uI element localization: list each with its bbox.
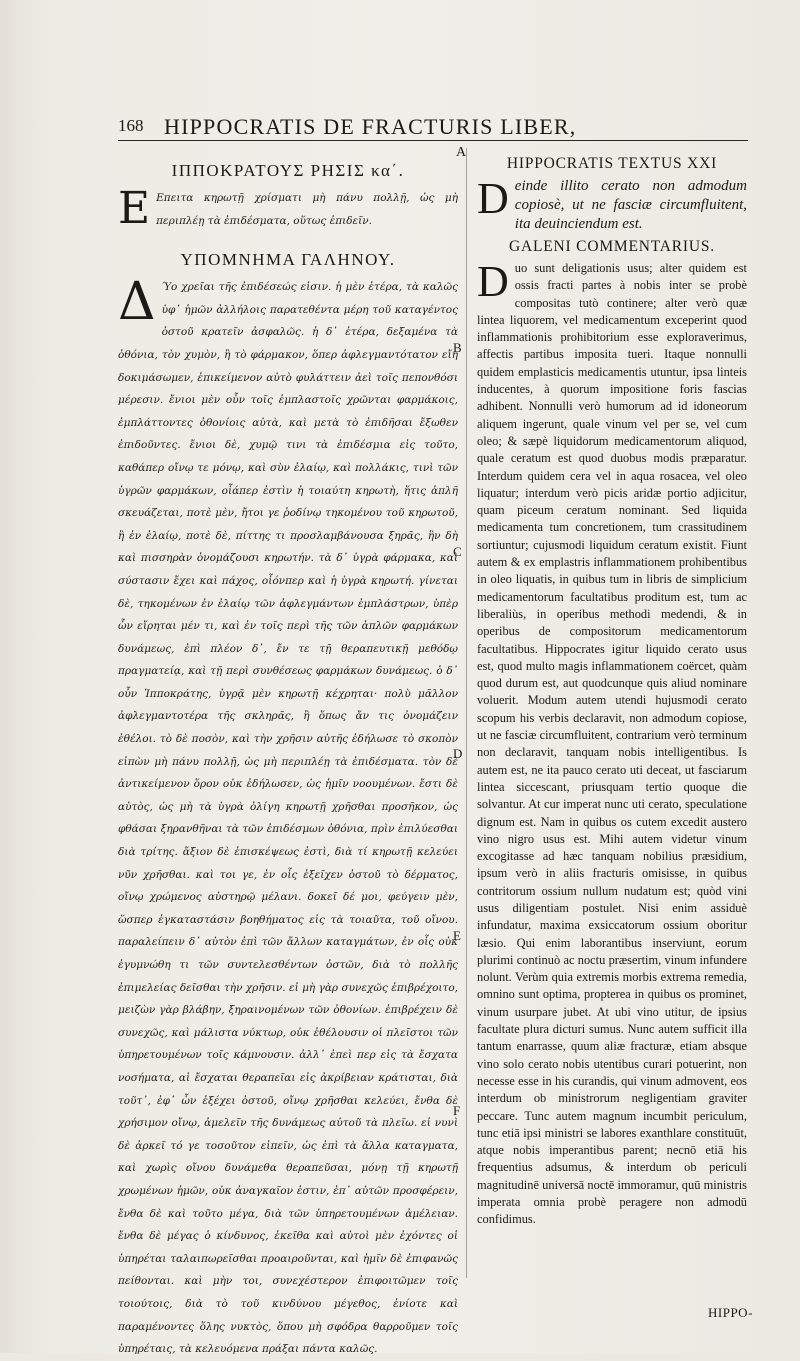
latin-text-heading: HIPPOCRATIS TEXTUS XXI (506, 155, 718, 172)
greek-column (118, 155, 461, 1356)
header-rule (118, 140, 748, 141)
margin-letter-b: B (453, 340, 462, 355)
latin-commentary-body: uo sunt deligationis usus; alter quidem est ossis fracti partes à nobis inter se probè compositas tutò continere; alter verò quæ lintea liquorem, vel medicamentum exceperint quod inflammationis prohibitorium esse exploraverimus, affectis partibus imposita tueri. Itaque nonnulli quidem emplasticis medicamentis utuntur, ipsa linteis inducentes, à quorum impositione foris fascias adhibent. Nonnulli verò humorum ad id idoneorum aliquem ingerunt, quale vinum vel per se, vel cum oleo; & sæpè liquidorum medicamentorum aliquod, quale ceratum est quod duobus modis præparatur. Interdum quidem cera vel in aqua rosacea, vel oleo liquatur; interdum verò picis aridæ portio adjicitur, quam piceum ceratum nominant. Sed liquida medicamenta tum concretionem, tum crassitudinem sortiuntur; cujusmodi liquidum ceratum existit. Fiunt autem & ex emplastris inflammationem prohibentibus in oleo liquatis, in quibus tum in libris de simplicium medicamentorum facultatibus proditum est, tum ac liberaliùs, in operibus methodi medendi, & in operibus de compositorum medicamentorum facultatibus. Hippocrates igitur liquido cerato usus est, quod multo magis inflammationem coërcet, quàm quod durum est, aut quodcunque quis aliud nominare voluerit. Modum autem utendi hujusmodi cerato scopum his verbis declaravit, non admodum copiose, ut ne fasciæ circumfluitent, contrarium verò terminum non declaravit, tanquam nobis intelligentibus. Is autem est, ne ita pauco cerato uti deceat, ut fasciarum lintea siccescant, priusquam tertio quoque die solvantur. At cur imperat nunc uti cerato, speculatione dignum est. Nam in quibus os cutem excedit austero vino nigro usus est. Mihi autem videtur vinum excogitasse ad hæc tanquam nobilius præsidium, ipsum verò in aliis fracturis omisisse, in quibus contritorum ossium nullum nudatum est; quòd vini usus diligentiam postulet. Nisi enim assiduè infundatur, maxima exsiccatorum ossium oboritur læsio. Qui enim laborantibus inserviunt, eorum plurimi continuò ac noctu præsertim, vinum infundere nolunt. Verùm quia extremis morbis extrema remedia, omnino sunt optima, propterea in quibus os prominet, vinum usurpare jubet. At ubi vino utitur, de ipsius facultate plura dicturi sumus. Nunc autem sufficit illa tantum enarrasse, quum aliæ fracturæ, etiam absque vino solo cerato nobis utentibus curari potuerint, non necesse esse in his curandis, qui vinum admovent, eos interdum ob ministrorum negligentiam graviter peccare. Tunc autem magnum incumbit periculum, tunc etiā ipsi ministri se labores exanthlare constituūt, atque nobis imperantibus parent; necnō etiā his frequentius adsumus, & interdum ob periculi magnitudinē universā noctē immoramur, quū ministris imperata omnia probè peragere non admodū confidimus. (477, 261, 747, 1227)
running-head (118, 114, 740, 138)
margin-letter-c: C (453, 544, 462, 559)
greek-commentary-heading: ΥΠΟΜΝΗΜΑ ΓΑΛΗΝΟΥ. (180, 250, 396, 270)
latin-column (477, 155, 747, 1320)
running-title: HIPPOCRATIS DE FRACTURIS LIBER, (164, 114, 577, 139)
dropcap: E (118, 183, 151, 234)
dropcap: D (477, 174, 509, 223)
margin-letter-f: F (453, 1103, 461, 1118)
greek-text-heading: ΙΠΠΟΚΡΑΤΟΥΣ ΡΗΣΙΣ κα΄. (171, 161, 405, 180)
greek-commentary (118, 272, 461, 1361)
dropcap: Δ (118, 272, 156, 333)
margin-letter-a: A (456, 145, 467, 160)
margin-letter-e: E (453, 928, 461, 943)
margin-letter-d: D (453, 746, 463, 761)
catchword: HIPPO- (708, 1305, 753, 1320)
column-divider (466, 148, 467, 1278)
greek-hippocrates-text-body: Επειτα κηρωτῇ χρίσματι μὴ πάνυ πολλῇ, ὡς μὴ περιπλέῃ τὰ ἐπιδέσματα, οὕτως ἐπιδεῖν. (156, 192, 458, 227)
dropcap: D (477, 257, 509, 306)
latin-hippocrates-text-body: einde illito cerato non admodum copiosè, ut ne fasciæ circumfluitent, ita deuinciendum est. (514, 178, 747, 232)
latin-commentary (477, 257, 747, 1229)
greek-commentary-body: Ύο χρεῖαι τῆς ἐπιδέσεώς εἰσιν. ἡ μὲν ἑτέρα, τὰ καλῶς ὑφ᾽ ἡμῶν ἀλλήλοις παρατεθέντα μέρη τοῦ καταγέντος ὀστοῦ κρατεῖν ἀσφαλῶς. ἡ δ᾽ ἑτέρα, δεξαμένα τὰ ὀθόνια, τὸν χυμὸν, ἢ τὸ φάρμακον, ὅπερ ἀφλεγμαντότατον εἴη δοκιμάσωμεν, ἐπικείμενον αὐτὸ φυλάττειν ἀεὶ τοῖς πεπονθόσι μέρεσιν. ἔνιοι μὲν οὖν τοῖς ἐμπλαστοῖς χρῶνται φαρμάκοις, ἐμπλάττοντες ὀθονίοις αὐτὰ, καὶ μετὰ τὸ ἐπιδῆσαι ἔξωθεν ἐπιδοῦντες. ἔνιοι δὲ, χυμῷ τινι τὰ ἐπιδέσμια εἰς τοῦτο, καθάπερ οἴνῳ τε μόνῳ, καὶ σὺν ἐλαίῳ, καὶ πολλάκις, τινὶ τῶν ὑγρῶν φαρμάκων, οἷάπερ ἐστὶν ἡ τοιαύτη κηρωτὴ, ἥτις ἀπλῆ σκευάζεται, ποτὲ μὲν, ἤτοι γε ῥοδίνῳ τηκομένου τοῦ κηρωτοῦ, ἢ ἐν ἐλαίῳ, ποτὲ δὲ, πίττης τι προσλαμβάνουσα ξηρᾶς, ἣν δὴ καὶ πισσηρὰν ὀνομάζουσι κηρωτήν. τὰ δ᾽ ὑγρὰ φάρμακα, καὶ σύστασιν ἔχει καὶ πάχος, οἷόνπερ καὶ ἡ ὑγρὰ κηρωτή. γίνεται δὲ, τηκομένων ἐν ἐλαίῳ τῶν ἀφλεγμάντων ἐμπλάστρων, ὑπὲρ ὧν εἴρηται μέν τι, καὶ ἐν τοῖς περὶ τῆς τῶν ἁπλῶν φαρμάκων δυνάμεως, ἐπὶ πλέον δ᾽, ἔν τε τῇ θεραπευτικῇ μεθόδῳ πραγματείᾳ, καὶ τῇ περὶ συνθέσεως φαρμάκων δυνάμεως. ὁ δ᾽ οὖν Ἱπποκράτης, ὑγρᾷ μὲν κηρωτῇ κέχρηται· πολὺ μᾶλλον ἀφλεγμαντοτέρα τῆς σκληρᾶς, ἢ ὅπως ἄν τις ὀνομάζειν ἐθέλοι. τὸ δὲ ποσὸν, καὶ τὴν χρῆσιν αὐτῆς ἐδήλωσε τὸ σκοπὸν εἰπὼν μὴ πάνυ πολλῇ, ὡς μὴ περιπλέῃ τὰ ἐπιδέσματα. τὸν δὲ ἀντικείμενον ὅρον οὐκ ἐδήλωσεν, ὡς ἡμῖν νοουμένων. ἔστι δὲ αὐτὸς, ὡς μὴ τὰ ὑγρὰ ὀλίγη κηρωτῇ χρῆσθαι προσῆκον, ὡς φθάσαι ξηρανθῆναι τὰ τῶν ἐπιδέσμων ὀθόνια, πρὶν ἐπιλύεσθαι διὰ τρίτης. ἄξιον δὲ ἐπισκέψεως ἐστὶ, διὰ τί κηρωτῇ κελεύει νῦν χρῆσθαι. καὶ τοι γε, ἐν οἷς ἐξεῖχεν ὀστοῦ τὸ δέρματος, οἴνῳ χρώμενος αὐστηρῷ μέλανι. δοκεῖ δέ μοι, φεύγειν μὲν, ὥσπερ ἐγκαταστάσιν βοηθήματος εἰς τὰ τοιαῦτα, τοῦ οἴνου. παραλείπειν δ᾽ αὐτὸν ἐπὶ τῶν ἄλλων καταγμάτων, ἐν οἷς οὐκ ἐγυμνώθη τι τῶν συντελεσθέντων ὀστῶν, διὰ τὸ πολλῆς ἐπιμελείας δεῖσθαι τὴν χρῆσιν. εἰ μὴ γὰρ συνεχῶς ἐπιβρέχοιτο, μειζὼν γὰρ βλάβην, ξηραινομένων τῶν ὀθονίων. ἐπιβρέχειν δὲ συνεχῶς, καὶ μάλιστα νύκτωρ, οὐκ ἐθέλουσιν οἱ πλεῖστοι τῶν ὑπηρετουμένων τοῖς κάμνουσιν. ἀλλ᾽ ἐπεὶ περ εἰς τὰ ἔσχατα νοσήματα, αἱ ἔσχαται θεραπεῖαι εἰς ἀκρίβειαν κράτισται, διὰ τοῦτ᾽, ἐφ᾽ ὧν ἐξέχει ὀστοῦ, οἴνῳ χρῆσθαι κελεύει, ἔνθα δὲ χρήσιμον οἴνῳ, ἀμελεῖν τῆς δυνάμεως αὐτοῦ τὰ πλεῖω. εἰ νυνὶ δὲ ἀρκεῖ τό γε τοσοῦτον εἰπεῖν, ὡς ἐπὶ τὰ ἄλλα καταγματα, καὶ χωρὶς οἴνου δυνάμεθα θεραπεῦσαι, μόνῃ τῇ κηρωτῇ χρωμένων ἡμῶν, οὐκ ἀναγκαῖον ἐστιν, ἐπ᾽ αὐτῶν προσφέρειν, ἔνθα δὲ καὶ τοῦτο μέγα, διὰ τῶν ὑπηρετουμένων ἀμέλειαν. ἔνθα δὲ μέγας ὁ κίνδυνος, ἐκεῖθα καὶ αὐτοὶ μὲν ἐχόντες οἱ ὑπηρέται ταλαιπωρεῖσθαι προαιροῦνται, καὶ ἡμῖν δὲ ἐπιφανῶς πείθονται. καὶ μὴν τοι, συνεχέστερον ἐπιφοιτῶμεν τοῖς τοιούτοις, διὰ τὸ τοῦ κινδύνου μέγεθος, ἐνίοτε καὶ παραμένοντες ὅλης νυκτὸς, ὅπου μὴ σφόδρα θαρροῦμεν τοῖς ὑπηρέταις, τὰ κελευόμενα πράξαι πάντα καλῶς. (118, 281, 458, 1356)
latin-commentary-heading: GALENI COMMENTARIUS. (509, 238, 715, 255)
greek-hippocrates-text (118, 183, 458, 234)
latin-hippocrates-text (477, 174, 747, 234)
page-number: 168 (118, 116, 144, 135)
